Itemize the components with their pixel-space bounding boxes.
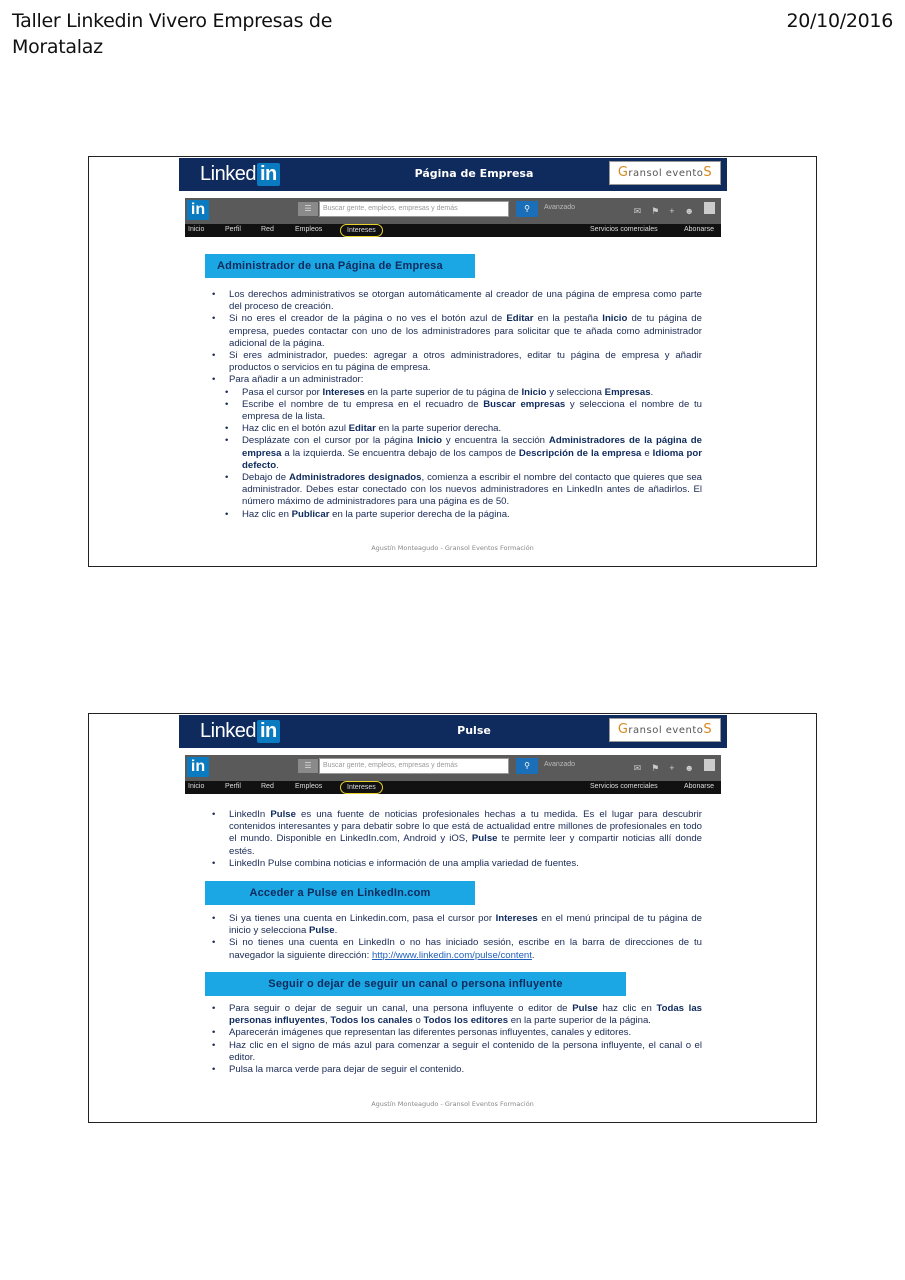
list-item: • Si eres administrador, puedes: agregar a otros administradores, editar tu página de empresa y añadir productos o servicios en tu página de empresa.: [212, 350, 702, 374]
linkedin-logo: Linked in: [200, 163, 280, 186]
subnav-servicios[interactable]: Servicios comerciales: [590, 783, 658, 790]
slide1-body: [212, 289, 702, 521]
subnav-perfil[interactable]: Perfil: [225, 226, 241, 233]
search-menu-icon[interactable]: ☰: [298, 202, 318, 216]
list-item: • Haz clic en el signo de más azul para comenzar a seguir el contenido de la persona influyente, el canal o el editor.: [212, 1040, 702, 1064]
pulse-url-link[interactable]: http://www.linkedin.com/pulse/content: [371, 949, 532, 961]
subnav-servicios[interactable]: Servicios comerciales: [590, 226, 658, 233]
list-item: • Haz clic en el botón azul Editar en la parte superior derecha.: [212, 423, 702, 435]
gransol-logo: Gransol eventoS: [609, 161, 721, 185]
add-contact-icon[interactable]: +☻: [669, 206, 704, 216]
list-item: • Si ya tienes una cuenta en Linkedin.com, pasa el cursor por Intereses en el menú principal de tu página de inicio y selecciona Pulse.: [212, 913, 702, 937]
linkedin-navbar: [185, 198, 721, 237]
page-header-title: Taller Linkedin Vivero Empresas de Moratalaz: [12, 10, 333, 58]
list-item: • Si no tienes una cuenta en LinkedIn o no has iniciado sesión, escribe en la barra de direcciones de tu navegador la siguiente dirección: http://www.linkedin.com/pulse/content.: [212, 937, 702, 961]
section-heading-acceder: Acceder a Pulse en LinkedIn.com: [205, 881, 475, 905]
subnav-inicio[interactable]: Inicio: [188, 783, 205, 790]
slide-footer: Agustín Monteagudo - Gransol Eventos Formación: [371, 544, 534, 552]
nav-icons: [634, 759, 715, 774]
list-item: • Pulsa la marca verde para dejar de seguir el contenido.: [212, 1064, 702, 1076]
mail-icon[interactable]: ✉: [633, 206, 652, 216]
list-item: • Aparecerán imágenes que representan las diferentes personas influyentes, canales y editores.: [212, 1027, 702, 1039]
list-item: • Debajo de Administradores designados, comienza a escribir el nombre del contacto que quieres que sea administrador. Debes estar conectado con los nuevos administradores en LinkedIn antes de añadirlos. El número máximo de administradores para una página es de 50.: [212, 472, 702, 509]
section-heading-seguir: Seguir o dejar de seguir un canal o persona influyente: [205, 972, 626, 996]
list-item: • LinkedIn Pulse combina noticias e información de una amplia variedad de fuentes.: [212, 858, 702, 870]
search-input[interactable]: Buscar gente, empleos, empresas y demás: [319, 201, 509, 217]
profile-icon[interactable]: [704, 202, 715, 214]
slide-pulse: [88, 713, 817, 1123]
subnav-abonarse[interactable]: Abonarse: [684, 226, 714, 233]
subnav-perfil[interactable]: Perfil: [225, 783, 241, 790]
flag-icon[interactable]: ⚑: [651, 206, 670, 216]
list-item: • Escribe el nombre de tu empresa en el recuadro de Buscar empresas y selecciona el nombre de tu empresa de la lista.: [212, 399, 702, 423]
subnav-empleos[interactable]: Empleos: [295, 226, 323, 233]
linkedin-header-bar: [179, 158, 727, 191]
linkedin-in-icon[interactable]: in: [187, 757, 209, 777]
subnav-red[interactable]: Red: [261, 226, 274, 233]
linkedin-navbar: [185, 755, 721, 794]
advanced-search-link[interactable]: Avanzado: [544, 204, 576, 211]
subnav-empleos[interactable]: Empleos: [295, 783, 323, 790]
list-item: • Si no eres el creador de la página o no ves el botón azul de Editar en la pestaña Inicio de tu página de empresa, puedes contactar con uno de los administradores para solicitar que te añada como administrador adicional de la página.: [212, 313, 702, 350]
linkedin-header-bar: [179, 715, 727, 748]
add-contact-icon[interactable]: +☻: [669, 763, 704, 773]
list-item: • Para añadir a un administrador:: [212, 374, 702, 386]
list-item: • Desplázate con el cursor por la página Inicio y encuentra la sección Administradores de la página de empresa a la izquierda. Se encuentra debajo de los campos de Descripción de la empresa e Idioma por defecto.: [212, 435, 702, 472]
list-item: • Los derechos administrativos se otorgan automáticamente al creador de una página de empresa como parte del proceso de creación.: [212, 289, 702, 313]
slide2-acceder: [212, 913, 702, 962]
flag-icon[interactable]: ⚑: [651, 763, 670, 773]
subnav-red[interactable]: Red: [261, 783, 274, 790]
subnav-abonarse[interactable]: Abonarse: [684, 783, 714, 790]
slide-pagina-empresa: [88, 156, 817, 567]
search-icon[interactable]: ⚲: [516, 201, 538, 217]
slide-title: Página de Empresa: [414, 167, 534, 180]
linkedin-logo: Linked in: [200, 720, 280, 743]
mail-icon[interactable]: ✉: [633, 763, 652, 773]
linkedin-in-icon[interactable]: in: [187, 200, 209, 220]
slide-footer: Agustín Monteagudo - Gransol Eventos Formación: [371, 1100, 534, 1108]
list-item: • Haz clic en Publicar en la parte superior derecha de la página.: [212, 509, 702, 521]
section-heading-admin: Administrador de una Página de Empresa: [205, 254, 475, 278]
search-menu-icon[interactable]: ☰: [298, 759, 318, 773]
list-item: • Pasa el cursor por Intereses en la parte superior de tu página de Inicio y selecciona Empresas.: [212, 387, 702, 399]
list-item: • Para seguir o dejar de seguir un canal, una persona influyente o editor de Pulse haz clic en Todas las personas influyentes, Todos los canales o Todos los editores en la parte superior de la página.: [212, 1003, 702, 1027]
advanced-search-link[interactable]: Avanzado: [544, 761, 576, 768]
search-icon[interactable]: ⚲: [516, 758, 538, 774]
subnav-intereses[interactable]: Intereses: [340, 224, 383, 237]
subnav-intereses[interactable]: Intereses: [340, 781, 383, 794]
gransol-logo: Gransol eventoS: [609, 718, 721, 742]
page-header-date: 20/10/2016: [786, 10, 893, 32]
search-input[interactable]: Buscar gente, empleos, empresas y demás: [319, 758, 509, 774]
slide-title: Pulse: [457, 724, 491, 737]
subnav-inicio[interactable]: Inicio: [188, 226, 205, 233]
linkedin-subnav: [185, 781, 721, 794]
nav-icons: [634, 202, 715, 217]
profile-icon[interactable]: [704, 759, 715, 771]
linkedin-subnav: [185, 224, 721, 237]
list-item: • LinkedIn Pulse es una fuente de noticias profesionales hechas a tu medida. Es el lugar para descubrir contenidos interesantes y para debatir sobre lo que está de actualidad entre millones de profesionales en todo el mundo. Disponible en LinkedIn.com, Android y iOS, Pulse te permite leer y compartir noticias allí donde estés.: [212, 809, 702, 858]
slide2-seguir: [212, 1003, 702, 1076]
slide2-intro: [212, 809, 702, 870]
